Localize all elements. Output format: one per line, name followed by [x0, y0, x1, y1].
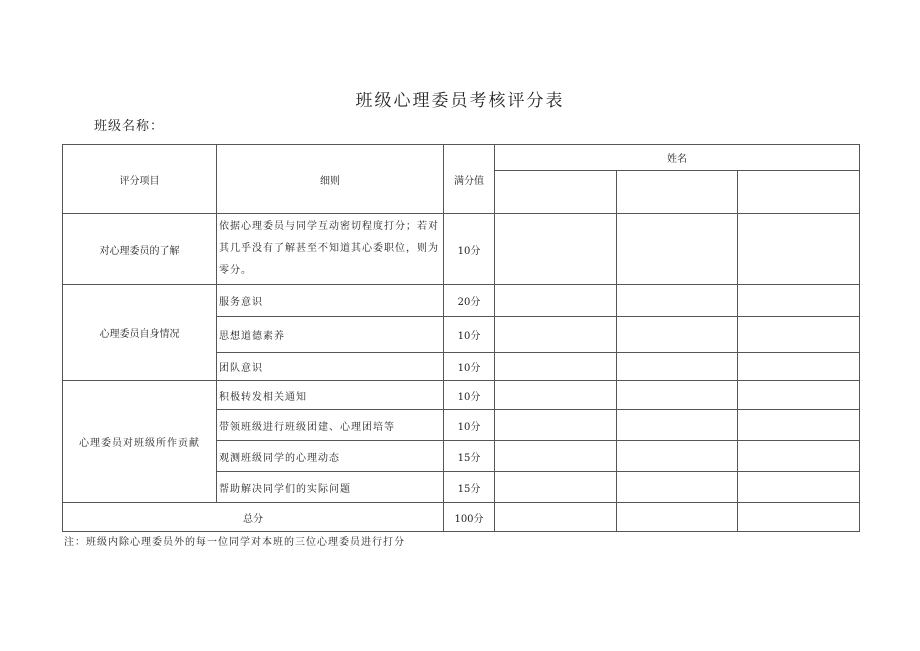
header-name: 姓名	[495, 145, 860, 171]
group-item-contribution: 心理委员对班级所作贡献	[63, 381, 217, 503]
score-cell[interactable]	[617, 441, 738, 472]
row-detail: 观测班级同学的心理动态	[217, 441, 444, 472]
name-column-1[interactable]	[495, 171, 617, 214]
score-cell[interactable]	[738, 214, 860, 285]
name-column-3[interactable]	[738, 171, 860, 214]
table-row	[63, 381, 860, 410]
group-item-self: 心理委员自身情况	[63, 285, 217, 381]
row-score: 10分	[444, 317, 495, 353]
score-cell[interactable]	[495, 285, 617, 317]
header-full-score: 满分值	[444, 145, 495, 214]
score-cell[interactable]	[617, 285, 738, 317]
row-score: 15分	[444, 472, 495, 503]
total-score: 100分	[444, 503, 495, 532]
footnote: 注：班级内除心理委员外的每一位同学对本班的三位心理委员进行打分	[64, 537, 405, 548]
score-cell[interactable]	[495, 381, 617, 410]
score-cell[interactable]	[738, 503, 860, 532]
score-cell[interactable]	[617, 472, 738, 503]
score-cell[interactable]	[738, 317, 860, 353]
score-cell[interactable]	[495, 214, 617, 285]
form-title: 班级心理委员考核评分表	[355, 91, 565, 111]
group-item-understanding: 对心理委员的了解	[63, 214, 217, 285]
score-cell[interactable]	[617, 503, 738, 532]
score-cell[interactable]	[495, 441, 617, 472]
score-cell[interactable]	[495, 317, 617, 353]
row-detail: 服务意识	[217, 285, 444, 317]
name-column-2[interactable]	[617, 171, 738, 214]
total-row	[63, 503, 860, 532]
row-score: 15分	[444, 441, 495, 472]
row-detail: 帮助解决同学们的实际问题	[217, 472, 444, 503]
score-cell[interactable]	[738, 441, 860, 472]
row-score: 10分	[444, 381, 495, 410]
total-label: 总分	[63, 503, 444, 532]
score-cell[interactable]	[617, 353, 738, 381]
row-score: 20分	[444, 285, 495, 317]
row-detail: 团队意识	[217, 353, 444, 381]
table-row	[63, 285, 860, 317]
score-cell[interactable]	[617, 410, 738, 441]
row-detail: 依据心理委员与同学互动密切程度打分；若对其几乎没有了解甚至不知道其心委职位，则为零分。	[217, 214, 444, 285]
class-name-label: 班级名称：	[94, 119, 165, 134]
row-detail: 积极转发相关通知	[217, 381, 444, 410]
row-detail: 思想道德素养	[217, 317, 444, 353]
score-cell[interactable]	[495, 353, 617, 381]
table-row	[63, 214, 860, 285]
score-cell[interactable]	[738, 410, 860, 441]
score-cell[interactable]	[617, 214, 738, 285]
score-cell[interactable]	[495, 472, 617, 503]
score-cell[interactable]	[738, 353, 860, 381]
header-item: 评分项目	[63, 145, 217, 214]
row-score: 10分	[444, 410, 495, 441]
row-score: 10分	[444, 214, 495, 285]
row-detail: 带领班级进行班级团建、心理团培等	[217, 410, 444, 441]
score-cell[interactable]	[738, 472, 860, 503]
score-cell[interactable]	[495, 410, 617, 441]
score-cell[interactable]	[617, 317, 738, 353]
score-cell[interactable]	[738, 381, 860, 410]
row-score: 10分	[444, 353, 495, 381]
score-cell[interactable]	[495, 503, 617, 532]
score-cell[interactable]	[738, 285, 860, 317]
score-table	[62, 144, 860, 532]
score-cell[interactable]	[617, 381, 738, 410]
header-detail: 细则	[217, 145, 444, 214]
